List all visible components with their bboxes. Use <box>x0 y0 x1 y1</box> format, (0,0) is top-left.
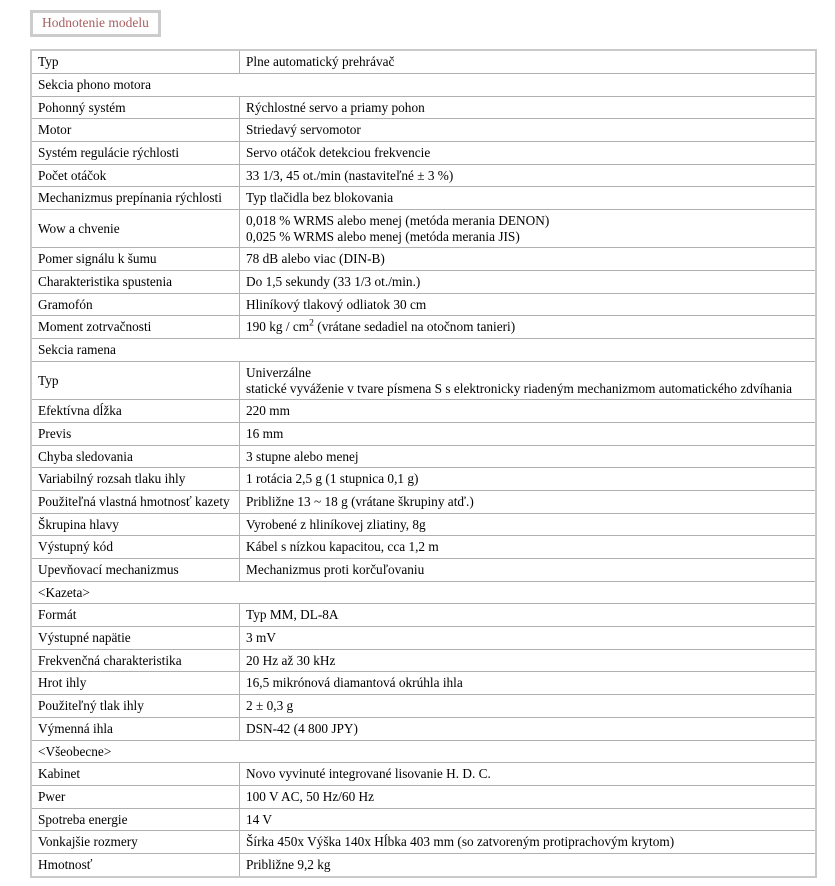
spec-row <box>31 672 816 695</box>
spec-label: Wow a chvenie <box>31 210 240 248</box>
spec-label: Variabilný rozsah tlaku ihly <box>31 468 240 491</box>
section-label: Sekcia ramena <box>31 339 816 362</box>
spec-value: Kábel s nízkou kapacitou, cca 1,2 m <box>240 536 817 559</box>
spec-value: 20 Hz až 30 kHz <box>240 649 817 672</box>
section-row <box>31 73 816 96</box>
spec-row <box>31 293 816 316</box>
spec-value: Približne 9,2 kg <box>240 853 817 876</box>
spec-value: 190 kg / $cm^2$ (vrátane sedadiel na otočnom tanieri) <box>240 316 817 339</box>
spec-row <box>31 164 816 187</box>
spec-value: Servo otáčok detekciou frekvencie <box>240 141 817 164</box>
spec-row <box>31 445 816 468</box>
spec-row <box>31 422 816 445</box>
spec-value: 2 ± 0,3 g <box>240 695 817 718</box>
section-row <box>31 740 816 763</box>
section-row <box>31 339 816 362</box>
spec-row <box>31 559 816 582</box>
section-row <box>31 581 816 604</box>
spec-label: Formát <box>31 604 240 627</box>
spec-row <box>31 361 816 399</box>
spec-row <box>31 536 816 559</box>
spec-label: Pomer signálu k šumu <box>31 248 240 271</box>
spec-value: 16 mm <box>240 422 817 445</box>
spec-row <box>31 513 816 536</box>
spec-value: Typ MM, DL-8A <box>240 604 817 627</box>
spec-value: Striedavý servomotor <box>240 119 817 142</box>
spec-row <box>31 717 816 740</box>
spec-label: Použiteľný tlak ihly <box>31 695 240 718</box>
spec-row <box>31 210 816 248</box>
spec-label: Efektívna dĺžka <box>31 400 240 423</box>
spec-row <box>31 490 816 513</box>
spec-row <box>31 316 816 339</box>
spec-label: Moment zotrvačnosti <box>31 316 240 339</box>
spec-label: Chyba sledovania <box>31 445 240 468</box>
spec-row <box>31 831 816 854</box>
spec-row <box>31 604 816 627</box>
spec-row <box>31 468 816 491</box>
spec-label: Spotreba energie <box>31 808 240 831</box>
spec-label: Typ <box>31 361 240 399</box>
spec-row <box>31 649 816 672</box>
spec-label: Použiteľná vlastná hmotnosť kazety <box>31 490 240 513</box>
spec-label: Motor <box>31 119 240 142</box>
spec-row <box>31 853 816 876</box>
spec-value: 3 stupne alebo menej <box>240 445 817 468</box>
spec-value: 3 mV <box>240 627 817 650</box>
spec-value: 0,018 % WRMS alebo menej (metóda merania DENON) 0,025 % WRMS alebo menej (metóda merania JIS) <box>240 210 817 248</box>
model-rating-button[interactable]: Hodnotenie modelu <box>30 10 161 37</box>
spec-label: Škrupina hlavy <box>31 513 240 536</box>
spec-label: Frekvenčná charakteristika <box>31 649 240 672</box>
spec-label: Pwer <box>31 785 240 808</box>
spec-row <box>31 400 816 423</box>
spec-label: Výstupný kód <box>31 536 240 559</box>
spec-row <box>31 808 816 831</box>
spec-row <box>31 627 816 650</box>
spec-value: 220 mm <box>240 400 817 423</box>
spec-label: Systém regulácie rýchlosti <box>31 141 240 164</box>
spec-label: Gramofón <box>31 293 240 316</box>
spec-label: Pohonný systém <box>31 96 240 119</box>
superscript: 2 <box>309 318 314 330</box>
spec-label: Upevňovací mechanizmus <box>31 559 240 582</box>
spec-label: Charakteristika spustenia <box>31 271 240 294</box>
spec-value: Novo vyvinuté integrované lisovanie H. D. C. <box>240 763 817 786</box>
spec-value: Rýchlostné servo a priamy pohon <box>240 96 817 119</box>
spec-row <box>31 271 816 294</box>
spec-value: Do 1,5 sekundy (33 1/3 ot./min.) <box>240 271 817 294</box>
spec-label: Počet otáčok <box>31 164 240 187</box>
section-label: <Všeobecne> <box>31 740 816 763</box>
spec-label: Hmotnosť <box>31 853 240 876</box>
spec-value: Mechanizmus proti korčuľovaniu <box>240 559 817 582</box>
spec-value: Hliníkový tlakový odliatok 30 cm <box>240 293 817 316</box>
spec-value: 14 V <box>240 808 817 831</box>
spec-label: Previs <box>31 422 240 445</box>
spec-value: Vyrobené z hliníkovej zliatiny, 8g <box>240 513 817 536</box>
spec-label: Typ <box>31 50 240 73</box>
spec-label: Mechanizmus prepínania rýchlosti <box>31 187 240 210</box>
spec-label: Hrot ihly <box>31 672 240 695</box>
spec-value: DSN-42 (4 800 JPY) <box>240 717 817 740</box>
spec-table-body <box>31 50 816 876</box>
spec-value: Typ tlačidla bez blokovania <box>240 187 817 210</box>
spec-row <box>31 119 816 142</box>
spec-label: Kabinet <box>31 763 240 786</box>
spec-value: 100 V AC, 50 Hz/60 Hz <box>240 785 817 808</box>
spec-value: 78 dB alebo viac (DIN-B) <box>240 248 817 271</box>
spec-value: Plne automatický prehrávač <box>240 50 817 73</box>
spec-row <box>31 785 816 808</box>
spec-row <box>31 695 816 718</box>
section-label: <Kazeta> <box>31 581 816 604</box>
spec-label: Výstupné napätie <box>31 627 240 650</box>
spec-value: 33 1/3, 45 ot./min (nastaviteľné ± 3 %) <box>240 164 817 187</box>
spec-value: 1 rotácia 2,5 g (1 stupnica 0,1 g) <box>240 468 817 491</box>
spec-value: 16,5 mikrónová diamantová okrúhla ihla <box>240 672 817 695</box>
spec-row <box>31 141 816 164</box>
spec-row <box>31 50 816 73</box>
spec-row <box>31 763 816 786</box>
spec-label: Vonkajšie rozmery <box>31 831 240 854</box>
spec-row <box>31 96 816 119</box>
section-label: Sekcia phono motora <box>31 73 816 96</box>
spec-value: Približne 13 ~ 18 g (vrátane škrupiny atď.) <box>240 490 817 513</box>
spec-table <box>30 49 817 877</box>
spec-row <box>31 187 816 210</box>
spec-row <box>31 248 816 271</box>
spec-value: Univerzálne statické vyváženie v tvare písmena S s elektronicky riadeným mechanizmom automatického zdvíhania <box>240 361 817 399</box>
spec-value: Šírka 450x Výška 140x Hĺbka 403 mm (so zatvoreným protiprachovým krytom) <box>240 831 817 854</box>
spec-label: Výmenná ihla <box>31 717 240 740</box>
